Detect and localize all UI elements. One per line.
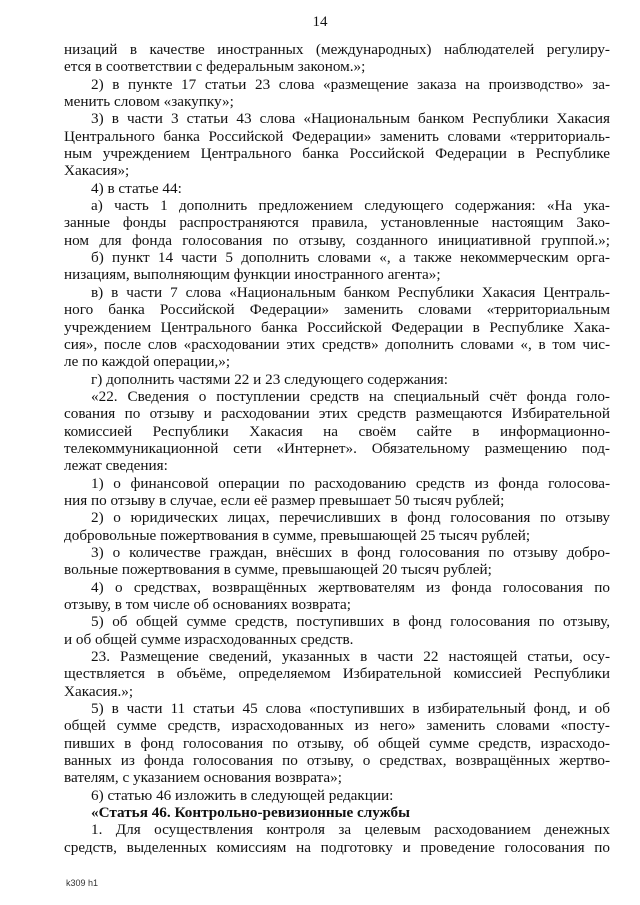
text-line: ванных из фонда голосования по отзыву, о средствах, возвращённых жертво-	[64, 752, 610, 770]
text-line: вателям, с указанием основания возврата»;	[64, 769, 342, 787]
text-line: 23. Размещение сведений, указанных в части 22 настоящей статьи, осу-	[91, 648, 610, 666]
text-line: 1) о финансовой операции по расходованию средств из фонда голосова-	[91, 474, 610, 492]
text-line: ле по каждой операции,»;	[64, 353, 231, 371]
text-line: 3) в части 3 статьи 43 слова «Национальным банком Республики Хакасия	[91, 110, 610, 128]
text-line: сия», после слов «расходовании этих средств» дополнить словами «, в том чис-	[64, 335, 610, 353]
text-line: 5) в части 11 статьи 45 слова «поступивших в избирательный фонд, и об	[91, 700, 610, 718]
text-line: ществляется в объёме, определяемом Избирательной комиссией Республики	[64, 665, 610, 683]
text-line: ется в соответствии с федеральным законом.»;	[64, 58, 366, 76]
text-line: низаций в качестве иностранных (международных) наблюдателей регулиру-	[64, 41, 610, 58]
document-body	[64, 41, 610, 856]
text-line: ного банка Российской Федерации» заменить словами «территориальным	[64, 301, 610, 319]
text-line: общей сумме средств, израсходованных из него» заменить словами «посту-	[64, 717, 610, 735]
text-line: г) дополнить частями 22 и 23 следующего содержания:	[91, 370, 448, 388]
text-line: 5) об общей сумме средств, поступивших в фонд голосования по отзыву,	[91, 613, 610, 631]
article-heading: «Статья 46. Контрольно-ревизионные службы	[91, 804, 410, 822]
text-line: комиссией Республики Хакасия на своём сайте в информационно-	[64, 422, 610, 440]
text-line: Хакасия»;	[64, 162, 130, 180]
text-line: занные фонды распространяются правила, установленные настоящим Зако-	[64, 214, 610, 232]
text-line: ния по отзыву в случае, если её размер превышает 50 тысяч рублей;	[64, 491, 505, 509]
text-line: и об общей сумме израсходованных средств.	[64, 630, 354, 648]
text-line: 1. Для осуществления контроля за целевым расходованием денежных	[91, 821, 610, 839]
text-line: телекоммуникационной сети «Интернет». Обязательному размещению под-	[64, 439, 610, 457]
text-line: ном для фонда голосования по отзыву, созданного инициативной группой.»;	[64, 231, 610, 249]
text-line: 2) о юридических лицах, перечисливших в фонд голосования по отзыву	[91, 509, 610, 527]
text-line: ным учреждением Центрального банка Российской Федерации в Республике	[64, 145, 610, 163]
text-line: «22. Сведения о поступлении средств на специальный счёт фонда голо-	[91, 387, 610, 405]
text-line: 4) в статье 44:	[91, 179, 182, 197]
text-line: а) часть 1 дополнить предложением следующего содержания: «На ука-	[91, 197, 610, 215]
text-line: отзыву, в том числе об основаниях возврата;	[64, 596, 351, 613]
text-line: 2) в пункте 17 статьи 23 слова «размещение заказа на производство» за-	[91, 75, 610, 93]
text-line: 3) о количестве граждан, внёсших в фонд голосования по отзыву добро-	[91, 543, 610, 561]
text-line: вольные пожертвования в сумме, превышающей 20 тысяч рублей;	[64, 561, 492, 579]
text-line: в) в части 7 слова «Национальным банком Республики Хакасия Централь-	[91, 283, 610, 301]
text-line: лежат сведения:	[64, 457, 168, 475]
footer-code: k309 h1	[66, 878, 99, 888]
text-line: Хакасия.»;	[64, 682, 134, 700]
text-line: б) пункт 14 части 5 дополнить словами «, а также некоммерческим орга-	[91, 249, 610, 267]
text-line: добровольные пожертвования в сумме, превышающей 25 тысяч рублей;	[64, 526, 531, 544]
text-line: 4) о средствах, возвращённых жертвователям из фонда голосования по	[91, 578, 610, 596]
text-line: пивших в фонд голосования по отзыву, об общей сумме средств, израсходо-	[64, 734, 610, 752]
text-line: менить словом «закупку»;	[64, 93, 234, 111]
text-line: учреждением Центрального банка Российской Федерации в Республике Хака-	[64, 318, 610, 336]
text-line: низациям, выполняющим функции иностранного агента»;	[64, 266, 441, 284]
text-line: 6) статью 46 изложить в следующей редакции:	[91, 786, 394, 804]
text-line: сования по отзыву и расходовании этих средств размещаются Избирательной	[64, 405, 610, 423]
text-line: Центрального банка Российской Федерации» заменить словами «территориаль-	[64, 127, 610, 145]
page-number: 14	[312, 14, 328, 30]
text-line: средств, выделенных комиссиям на подготовку и проведение голосования по	[64, 838, 610, 856]
